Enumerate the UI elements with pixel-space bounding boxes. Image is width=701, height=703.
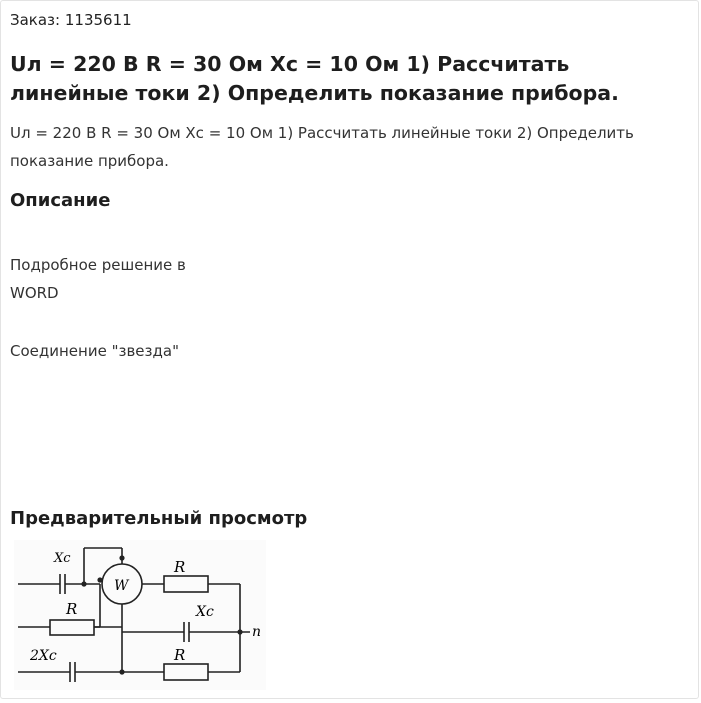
xc-mid-label: Xc — [196, 604, 214, 620]
description-line-1: Подробное решение в — [10, 256, 186, 274]
order-number: Заказ: 1135611 — [10, 11, 132, 29]
description-line-2: WORD — [10, 284, 59, 302]
two-xc-label: 2Xc — [30, 648, 57, 664]
xc-top-label: Xc — [54, 551, 71, 566]
neutral-label: n — [252, 624, 262, 640]
short-description: Uл = 220 В R = 30 Ом Xc = 10 Ом 1) Рассчитать линейные токи 2) Определить показание прибора. — [10, 124, 634, 170]
page-title: Uл = 220 В R = 30 Ом Xc = 10 Ом 1) Рассчитать линейные токи 2) Определить показание прибора. — [10, 52, 619, 105]
description-heading: Описание — [10, 190, 111, 211]
r-top-label: R — [174, 558, 186, 576]
circuit-diagram — [14, 540, 266, 690]
r-mid-label: R — [66, 600, 78, 618]
wattmeter-label: W — [114, 578, 129, 594]
circuit-preview-image[interactable] — [14, 540, 266, 690]
description-line-3: Соединение "звезда" — [10, 342, 179, 360]
preview-heading: Предварительный просмотр — [10, 508, 308, 529]
r-bottom-label: R — [174, 646, 186, 664]
